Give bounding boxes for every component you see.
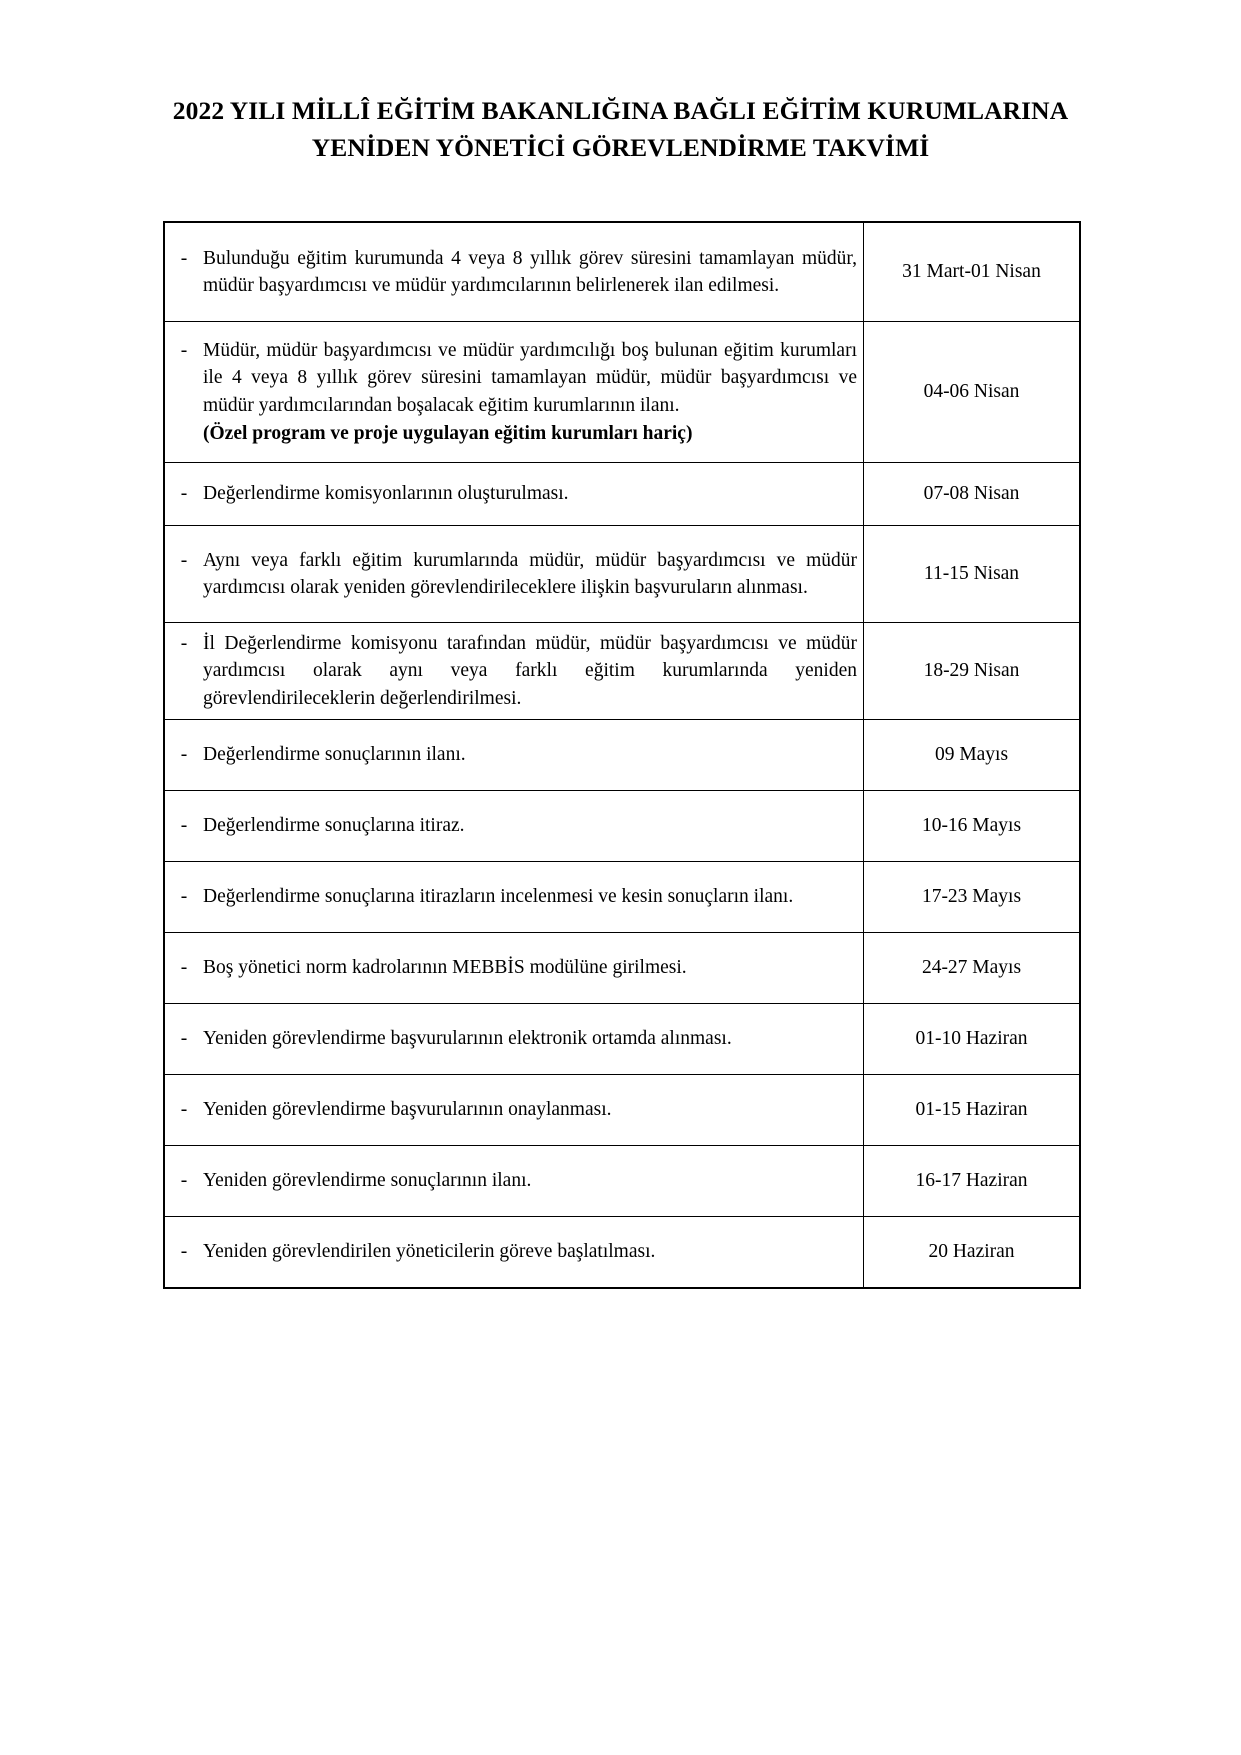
task-text: Yeniden görevlendirme başvurularının onaylanması. [203, 1099, 612, 1121]
table-row [164, 623, 1080, 720]
bullet-dash-icon: - [180, 632, 188, 654]
date-cell: 17-23 Mayıs [864, 862, 1081, 933]
task-cell [164, 1075, 864, 1146]
date-cell: 18-29 Nisan [864, 623, 1081, 720]
schedule-table-container [163, 166, 1078, 1289]
date-cell: 04-06 Nisan [864, 322, 1081, 463]
task-text: Yeniden görevlendirilen yöneticilerin göreve başlatılması. [203, 1241, 656, 1263]
task-cell [164, 720, 864, 791]
table-row [164, 1004, 1080, 1075]
date-cell: 31 Mart-01 Nisan [864, 222, 1081, 322]
task-cell [164, 791, 864, 862]
table-row [164, 862, 1080, 933]
task-note: (Özel program ve proje uygulayan eğitim kurumları hariç) [203, 423, 693, 444]
task-text: Değerlendirme sonuçlarının ilanı. [203, 744, 466, 766]
task-text-wrapper [203, 337, 863, 448]
task-cell [164, 222, 864, 322]
date-cell: 07-08 Nisan [864, 463, 1081, 526]
table-row [164, 1075, 1080, 1146]
bullet-dash-icon: - [180, 483, 188, 505]
bullet-dash-icon: - [180, 1099, 188, 1121]
task-text: Yeniden görevlendirme başvurularının elektronik ortamda alınması. [203, 1028, 732, 1050]
date-cell: 10-16 Mayıs [864, 791, 1081, 862]
task-text: Değerlendirme komisyonlarının oluşturulması. [203, 483, 569, 505]
schedule-table-body [164, 222, 1080, 1288]
bullet-dash-icon: - [180, 247, 188, 269]
page-title [0, 0, 1241, 166]
bullet-dash-icon: - [180, 1028, 188, 1050]
task-text: Boş yönetici norm kadrolarının MEBBİS modülüne girilmesi. [203, 957, 687, 979]
task-text: Değerlendirme sonuçlarına itiraz. [203, 815, 465, 837]
task-cell [164, 322, 864, 463]
task-cell [164, 463, 864, 526]
bullet-dash-icon: - [180, 886, 188, 908]
task-text: Yeniden görevlendirme sonuçlarının ilanı. [203, 1170, 532, 1192]
table-row [164, 791, 1080, 862]
task-cell [164, 1004, 864, 1075]
table-row [164, 933, 1080, 1004]
table-row [164, 1146, 1080, 1217]
table-row [164, 222, 1080, 322]
date-cell: 16-17 Haziran [864, 1146, 1081, 1217]
task-cell [164, 1146, 864, 1217]
task-cell [164, 862, 864, 933]
table-row [164, 720, 1080, 791]
task-cell [164, 526, 864, 623]
date-cell: 24-27 Mayıs [864, 933, 1081, 1004]
task-text: Aynı veya farklı eğitim kurumlarında müdür, müdür başyardımcısı ve müdür yardımcısı olarak yeniden görevlendirileceklere ilişkin başvuruların alınması. [203, 549, 857, 598]
table-row [164, 463, 1080, 526]
date-cell: 20 Haziran [864, 1217, 1081, 1289]
bullet-dash-icon: - [180, 744, 188, 766]
bullet-dash-icon: - [180, 957, 188, 979]
page-title-line-1: 2022 YILI MİLLÎ EĞİTİM BAKANLIĞINA BAĞLI EĞİTİM KURUMLARINA [172, 96, 1069, 125]
task-text: Bulunduğu eğitim kurumunda 4 veya 8 yıllık görev süresini tamamlayan müdür, müdür başyardımcısı ve müdür yardımcılarının belirlenerek ilan edilmesi. [203, 247, 857, 296]
date-cell: 01-15 Haziran [864, 1075, 1081, 1146]
task-cell [164, 623, 864, 720]
bullet-dash-icon: - [180, 339, 188, 361]
table-row [164, 322, 1080, 463]
table-row [164, 1217, 1080, 1289]
task-cell [164, 1217, 864, 1289]
schedule-table [163, 221, 1081, 1289]
date-cell: 09 Mayıs [864, 720, 1081, 791]
task-text: Değerlendirme sonuçlarına itirazların incelenmesi ve kesin sonuçların ilanı. [203, 886, 794, 908]
bullet-dash-icon: - [180, 1170, 188, 1192]
task-cell [164, 933, 864, 1004]
task-text: Müdür, müdür başyardımcısı ve müdür yardımcılığı boş bulunan eğitim kurumları ile 4 veya 8 yıllık görev süresini tamamlayan müdür, müdür başyardımcısı ve müdür yardımcılarından boşalacak eğitim kurumlarının ilanı. [203, 339, 857, 416]
date-cell: 01-10 Haziran [864, 1004, 1081, 1075]
bullet-dash-icon: - [180, 1241, 188, 1263]
bullet-dash-icon: - [180, 815, 188, 837]
bullet-dash-icon: - [180, 549, 188, 571]
date-cell: 11-15 Nisan [864, 526, 1081, 623]
task-text: İl Değerlendirme komisyonu tarafından müdür, müdür başyardımcısı ve müdür yardımcısı olarak aynı veya farklı eğitim kurumlarında yeniden görevlendirileceklerin değerlendirilmesi. [203, 632, 857, 709]
table-row [164, 526, 1080, 623]
page-title-line-2: YENİDEN YÖNETİCİ GÖREVLENDİRME TAKVİMİ [311, 133, 930, 162]
